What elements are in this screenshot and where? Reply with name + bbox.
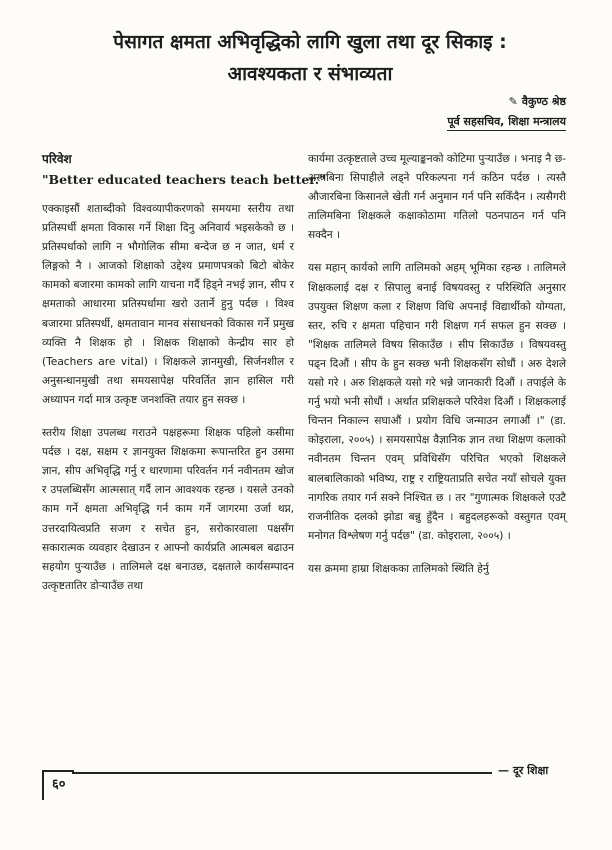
article-title-line-1: पेसागत क्षमता अभिवृद्धिको लागि खुला तथा दूर सिकाइ : <box>113 31 507 53</box>
author-designation: पूर्व सहसचिव, शिक्षा मन्त्रालय <box>447 114 566 131</box>
right-paragraph-2: यस महान् कार्यको लागि तालिमको अहम् भूमिका रहन्छ । तालिमले शिक्षकलाई दक्ष र सिपालु बनाई विषयवस्तु र परिस्थिति अनुसार उपयुक्त शिक्षण कला र शिक्षण विधि अपनाई विद्यार्थीको योग्यता, स्तर, रुचि र क्षमता पहिचान गरी शिक्षण गर्न सफल हुन सक्छ । "शिक्षक तालिमले विषय सिकाउँछ । सीप सिकाउँछ । विषयवस्तु पढ्न दिऔं । सीप के हुन सक्छ भनी शिक्षकसँग सोधौं । अरु देशले यसो गरे । अरु शिक्षकले यसो गरे भन्ने जानकारी दिऔं । तपाईले के गर्नु भयो भनी सोधौं । अर्थात प्रशिक्षकले परिवेश दिऔं । शिक्षकलाई चिन्तन निकाल्न सघाऔं । प्रयोग विधि जन्माउन लगाऔं ।" (डा. कोइराला, २००५) । समयसापेक्ष वैज्ञानिक ज्ञान तथा शिक्षण कलाको नवीनतम चिन्तन एवम् प्रविधिसँग परिचित भएको शिक्षकले बालबालिकाको भविष्य, राष्ट्र र राष्ट्रियताप्रति सचेत नयाँ सोचले युक्त नागरिक तयार गर्न सक्ने निश्चित छ । तर "गुणात्मक शिक्षकले एउटै राजनीतिक दलको झोडा बन्नु हुँदैन । बहुदलहरूको वस्तुगत एवम् मनोगत विश्लेषण गर्नु पर्दछ" (डा. कोइराला, २००५) । <box>308 262 566 542</box>
right-paragraph-3: यस क्रममा हाम्रा शिक्षकका तालिमको स्थिति हेर्नु <box>308 562 489 575</box>
pen-icon: ✎ <box>508 95 518 108</box>
epigraph-quote: "Better educated teachers teach better." <box>42 172 326 187</box>
article-title-line-2: आवश्यकता र संभाव्यता <box>227 63 393 85</box>
right-column <box>308 150 566 593</box>
author-name: वैकुण्ठ श्रेष्ठ <box>521 95 566 108</box>
journal-name: दूर शिक्षा <box>513 764 549 777</box>
page-number: ६० <box>52 777 66 792</box>
left-paragraph-2: स्तरीय शिक्षा उपलब्ध गराउने पक्षहरूमा शिक्षक पहिलो कसीमा पर्दछ । दक्ष, सक्षम र ज्ञानयुक्त शिक्षकमा रूपान्तरित हुन उसमा ज्ञान, सीप अभिवृद्धि गर्नु र धारणामा परिवर्तन गर्न नवीनतम खोज र उपलब्धिसँग आत्मसात् गर्दै लान आवश्यक रहन्छ । यसले उनको काम गर्ने क्षमता अभिवृद्धि गर्न काम गर्ने जागरमा उर्जा थप्न, उत्तरदायित्वप्रति सजग र सचेत हुन, सरोकारवाला पक्षसँग सकारात्मक व्यवहार देखाउन र आफ्नो कार्यप्रति आत्मबल बढाउन सहयोग पुऱ्याउँछ । तालिमले दक्ष बनाउछ, दक्षताले कार्यसम्पादन उत्कृष्टतातिर डोऱ्याउँछ तथा <box>42 427 294 592</box>
journal-name-footer <box>498 763 548 778</box>
author-byline <box>509 94 566 109</box>
left-paragraph-1: एक्काइसौं शताब्दीको विश्वव्यापीकरणको समयमा स्तरीय तथा प्रतिस्पर्धी क्षमता विकास गर्ने शिक्षा दिनु अनिवार्य भइसकेको छ । प्रतिस्पर्धाको लागि न भौगोलिक सीमा बन्देज छ न जात, धर्म र लिङ्गको नै । आजको शिक्षाको उद्देश्य प्रमाणपत्रको बिटो बोकेर कामको बजारमा कामको लागि याचना गर्दै हिड्ने नभई ज्ञान, सीप र क्षमताको आधारमा प्रतिस्पर्धामा खरो उतार्ने हुनु पर्दछ । विश्व बजारमा प्रतिस्पर्धी, क्षमतावान मानव संसाधनको विकास गर्ने प्रमुख व्यक्ति नै शिक्षक हो । शिक्षक शिक्षाको केन्द्रीय सार हो (Teachers are vital) । शिक्षकले ज्ञानमुखी, सिर्जनशील र अनुसन्धानमुखी तथा समयसापेक्ष परिवर्तित ज्ञान हासिल गरी अध्यापन गर्दा मात्र उत्कृष्ट जनशक्ति तयार हुन सक्छ । <box>42 203 294 406</box>
footer-dash: — <box>498 764 509 777</box>
footer-rule <box>72 772 492 774</box>
right-paragraph-1: कार्यमा उत्कृष्टताले उच्च मूल्याङ्कनको कोटिमा पुऱ्याउँछ । भनाइ नै छ- अस्त्रबिना सिपाहीले लड्ने परिकल्पना गर्न कठिन पर्दछ । त्यस्तै औजारबिना किसानले खेती गर्न अनुमान गर्न पनि सकिँदैन । त्यसैगरी तालिमबिना शिक्षकले कक्षाकोठामा गतिलो पठनपाठन गर्न पनि सक्दैन । <box>308 153 566 242</box>
section-heading: परिवेश <box>42 152 72 166</box>
left-column <box>42 150 326 610</box>
